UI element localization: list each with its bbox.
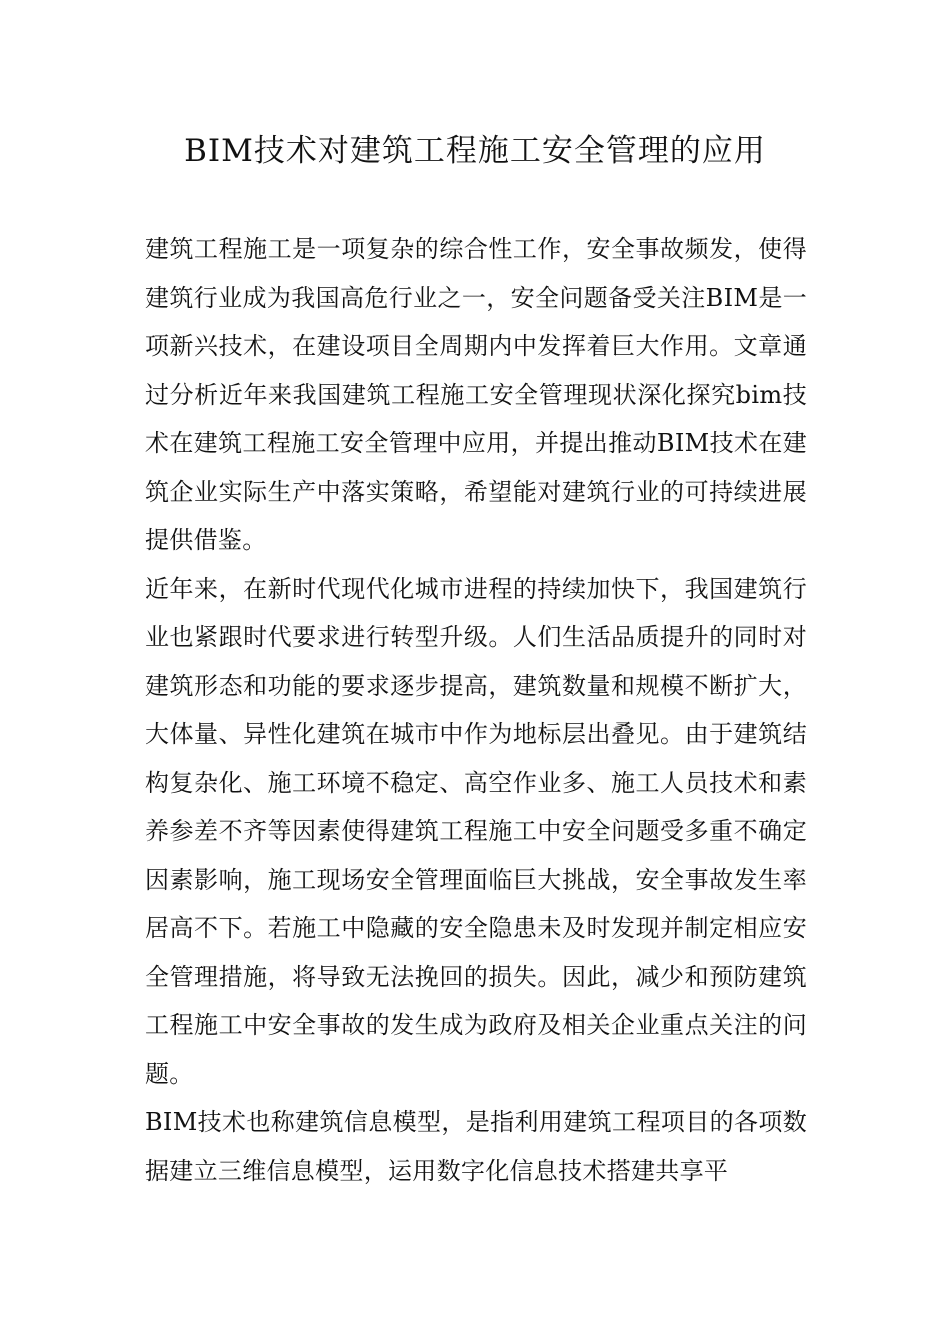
document-title: BIM技术对建筑工程施工安全管理的应用 — [184, 133, 766, 169]
paragraph-bim-definition: BIM技术也称建筑信息模型，是指利用建筑工程项目的各项数据建立三维信息模型，运用数字化信息技术搭建共享平 — [145, 1108, 807, 1185]
paragraph-abstract: 建筑工程施工是一项复杂的综合性工作，安全事故频发，使得建筑行业成为我国高危行业之一，安全问题备受关注BIM是一项新兴技术，在建设项目全周期内中发挥着巨大作用。文章通过分析近年来我国建筑工程施工安全管理现状深化探究bim技术在建筑工程施工安全管理中应用，并提出推动BIM技术在建筑企业实际生产中落实策略，希望能对建筑行业的可持续进展提供借鉴。 — [145, 235, 807, 554]
document-body — [145, 225, 807, 1195]
paragraph-background: 近年来，在新时代现代化城市进程的持续加快下，我国建筑行业也紧跟时代要求进行转型升级。人们生活品质提升的同时对建筑形态和功能的要求逐步提高，建筑数量和规模不断扩大，大体量、异性化建筑在城市中作为地标层出叠见。由于建筑结构复杂化、施工环境不稳定、高空作业多、施工人员技术和素养参差不齐等因素使得建筑工程施工中安全问题受多重不确定因素影响，施工现场安全管理面临巨大挑战，安全事故发生率居高不下。若施工中隐藏的安全隐患未及时发现并制定相应安全管理措施，将导致无法挽回的损失。因此，减少和预防建筑工程施工中安全事故的发生成为政府及相关企业重点关注的问题。 — [145, 574, 807, 1088]
